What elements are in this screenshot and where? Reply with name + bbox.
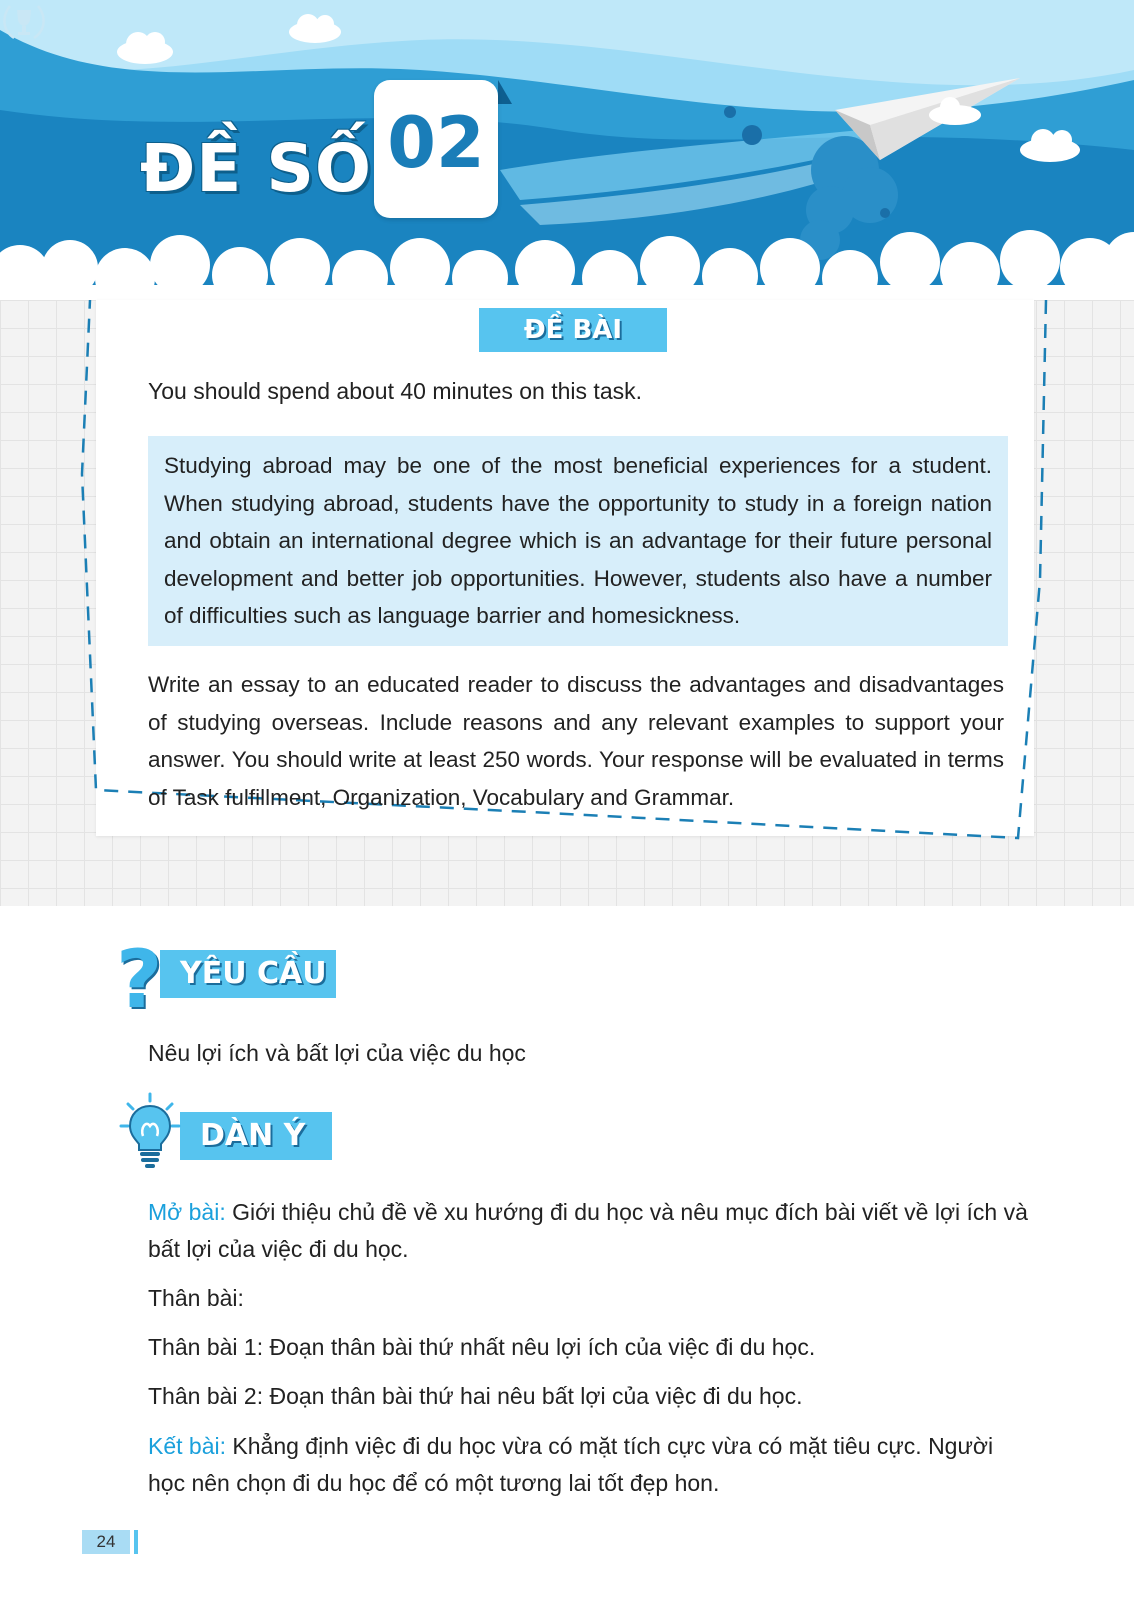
exam-task: Write an essay to an educated reader to discuss the advantages and disadvantages of studying overseas. Include reasons and any relevant examples to support your answer. You should write at least 250 words. Your response will be evaluated in terms of Task fulfillment, Organization, Vocabulary and Grammar. xyxy=(148,672,1004,810)
outline-intro-label: Mở bài: xyxy=(148,1199,226,1225)
lightbulb-icon xyxy=(118,1092,182,1172)
outline-body-2: Thân bài 2: Đoạn thân bài thứ hai nêu bất lợi của việc đi du học. xyxy=(148,1383,803,1409)
outline-body-label: Thân bài: xyxy=(148,1285,244,1311)
exam-number-badge xyxy=(374,80,498,218)
section-label-de-bai: ĐỀ BÀI xyxy=(479,308,667,352)
exam-prompt: Studying abroad may be one of the most beneficial experiences for a student. When studying abroad, students have the opportunity to study in a foreign nation and obtain an international degree which is an advantage for their future personal development and better job opportunities. However, students also have a number of difficulties such as language barrier and homesickness. xyxy=(164,453,992,628)
outline-conclusion-text: Khẳng định việc đi du học vừa có mặt tích cực vừa có mặt tiêu cực. Người học nên chọn đi du học để có một tương lai tốt đẹp hon. xyxy=(148,1433,994,1496)
outline-body-1: Thân bài 1: Đoạn thân bài thứ nhất nêu lợi ích của việc đi du học. xyxy=(148,1334,816,1360)
requirement-text: Nêu lợi ích và bất lợi của việc du học xyxy=(148,1040,526,1066)
page-number-bar xyxy=(134,1530,138,1554)
outline-conclusion xyxy=(148,1428,1028,1502)
exam-number: 02 xyxy=(387,102,485,184)
outline-intro xyxy=(148,1194,1028,1268)
exam-title: ĐỀ SỐ xyxy=(140,130,373,207)
trophy-laurel-icon xyxy=(0,0,48,44)
exam-intro: You should spend about 40 minutes on this task. xyxy=(148,378,642,404)
outline-intro-text: Giới thiệu chủ đề về xu hướng đi du học và nêu mục đích bài viết về lợi ích và bất lợi của việc đi du học. xyxy=(148,1199,1028,1262)
outline-conclusion-label: Kết bài: xyxy=(148,1433,226,1459)
page-number: 24 xyxy=(82,1530,130,1554)
question-mark-icon: ? xyxy=(116,933,163,1026)
section-label-yeu-cau: YÊU CẦU xyxy=(160,950,336,998)
exam-prompt-box xyxy=(148,436,1008,646)
section-label-dan-y: DÀN Ý xyxy=(180,1112,332,1160)
header-banner xyxy=(0,0,1134,300)
